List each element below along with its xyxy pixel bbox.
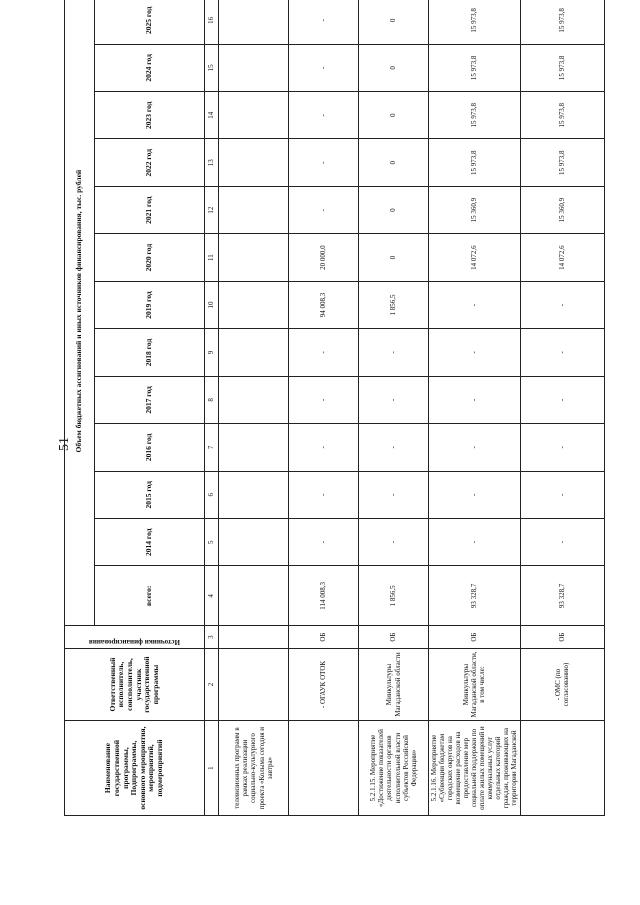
column-number: 16 bbox=[205, 0, 219, 44]
column-number: 8 bbox=[205, 376, 219, 423]
column-number: 14 bbox=[205, 92, 219, 139]
row-value: 94 008,3 bbox=[289, 281, 359, 328]
row-value: 14 072,6 bbox=[520, 234, 604, 281]
row-value: 15 973,8 bbox=[429, 92, 521, 139]
header-year: 2019 год bbox=[95, 281, 205, 328]
header-year: 2022 год bbox=[95, 139, 205, 186]
row-value: - bbox=[289, 519, 359, 566]
column-number: 7 bbox=[205, 424, 219, 471]
header-year: 2018 год bbox=[95, 329, 205, 376]
row-executor: - ОГАУК ОТОК bbox=[289, 648, 359, 720]
header-executor: Ответственный исполнитель, соисполнитель, участник государственной программы bbox=[65, 648, 205, 720]
header-year: 2024 год bbox=[95, 44, 205, 91]
row-value: 0 bbox=[359, 234, 429, 281]
row-value: 15 360,9 bbox=[429, 186, 521, 233]
financing-table bbox=[64, 0, 605, 816]
table-row bbox=[429, 0, 521, 816]
column-number: 3 bbox=[205, 626, 219, 649]
row-value: - bbox=[289, 471, 359, 518]
row-value: - bbox=[429, 519, 521, 566]
row-value bbox=[219, 139, 289, 186]
row-value: 93 328,7 bbox=[520, 566, 604, 626]
column-number: 5 bbox=[205, 519, 219, 566]
row-value bbox=[219, 92, 289, 139]
row-name: 5.2.1.16. Мероприятие «Субвенции бюджетам городских округов на возмещение расходов на предоставление мер социальной поддержки по оплате жилых помещений и коммунальных услуг отдельных категорий граждан, проживающих на территории Магаданской bbox=[429, 721, 521, 816]
row-value bbox=[219, 376, 289, 423]
header-year: всего: bbox=[95, 566, 205, 626]
header-year: 2023 год bbox=[95, 92, 205, 139]
header-name: Наименование государственной программы, Подпрограммы, основного мероприятия, мероприятий, подмероприятий bbox=[65, 721, 205, 816]
header-year: 2016 год bbox=[95, 424, 205, 471]
row-value: 15 973,8 bbox=[429, 44, 521, 91]
row-value bbox=[219, 519, 289, 566]
row-value: 0 bbox=[359, 44, 429, 91]
row-value bbox=[219, 424, 289, 471]
row-value: 15 360,9 bbox=[520, 186, 604, 233]
row-value bbox=[219, 234, 289, 281]
row-value: 15 973,8 bbox=[520, 0, 604, 44]
row-value: 0 bbox=[359, 0, 429, 44]
row-value bbox=[219, 44, 289, 91]
column-number: 11 bbox=[205, 234, 219, 281]
row-source: ОБ bbox=[520, 626, 604, 649]
row-source: ОБ bbox=[429, 626, 521, 649]
row-value: 15 973,8 bbox=[520, 44, 604, 91]
row-value: 114 008,3 bbox=[289, 566, 359, 626]
row-value: 1 856,5 bbox=[359, 281, 429, 328]
header-year: 2020 год bbox=[95, 234, 205, 281]
row-value: - bbox=[359, 329, 429, 376]
column-number: 1 bbox=[205, 721, 219, 816]
header-year: 2025 год bbox=[95, 0, 205, 44]
row-value: - bbox=[359, 424, 429, 471]
row-name: 5.2.1.15. Мероприятие «Достижение показателей деятельности органов исполнительной власти субъектов Российской Федерации» bbox=[359, 721, 429, 816]
header-year: 2015 год bbox=[95, 471, 205, 518]
header-group: Объем бюджетных ассигнований и иных источников финансирования, тыс. рублей bbox=[65, 0, 95, 626]
row-name bbox=[289, 721, 359, 816]
row-value: - bbox=[520, 376, 604, 423]
row-value: - bbox=[289, 0, 359, 44]
row-value: 20 000,0 bbox=[289, 234, 359, 281]
row-value: - bbox=[429, 281, 521, 328]
row-value: 15 973,8 bbox=[520, 139, 604, 186]
row-value: 0 bbox=[359, 139, 429, 186]
column-number: 2 bbox=[205, 648, 219, 720]
row-value: - bbox=[289, 376, 359, 423]
row-source bbox=[219, 626, 289, 649]
row-value bbox=[219, 186, 289, 233]
row-source: ОБ bbox=[289, 626, 359, 649]
row-value bbox=[219, 0, 289, 44]
column-number: 9 bbox=[205, 329, 219, 376]
header-year: 2021 год bbox=[95, 186, 205, 233]
row-value: - bbox=[520, 424, 604, 471]
row-value: 1 856,5 bbox=[359, 566, 429, 626]
row-value: 15 973,8 bbox=[429, 139, 521, 186]
table-row bbox=[289, 0, 359, 816]
row-value: 93 328,7 bbox=[429, 566, 521, 626]
row-name bbox=[520, 721, 604, 816]
row-value: - bbox=[359, 376, 429, 423]
row-executor: Минкультуры Магаданской области bbox=[359, 648, 429, 720]
row-value: - bbox=[429, 424, 521, 471]
rotated-table-wrapper bbox=[64, 0, 592, 816]
column-number: 4 bbox=[205, 566, 219, 626]
row-executor: Минкультуры Магаданской области, в том числе: bbox=[429, 648, 521, 720]
row-value: - bbox=[429, 471, 521, 518]
row-value bbox=[219, 471, 289, 518]
row-value: - bbox=[520, 281, 604, 328]
header-source: Источники финансирования bbox=[89, 637, 180, 646]
column-number: 15 bbox=[205, 44, 219, 91]
column-number: 6 bbox=[205, 471, 219, 518]
column-number: 10 bbox=[205, 281, 219, 328]
row-value: - bbox=[520, 471, 604, 518]
row-value bbox=[219, 281, 289, 328]
row-value: - bbox=[289, 186, 359, 233]
row-value: 15 973,8 bbox=[520, 92, 604, 139]
row-value: - bbox=[289, 44, 359, 91]
table-row bbox=[520, 0, 604, 816]
row-value: - bbox=[289, 329, 359, 376]
row-value: 15 973,8 bbox=[429, 0, 521, 44]
row-value: 14 072,6 bbox=[429, 234, 521, 281]
row-value: - bbox=[429, 329, 521, 376]
row-value: - bbox=[289, 139, 359, 186]
row-value: 0 bbox=[359, 92, 429, 139]
column-number: 13 bbox=[205, 139, 219, 186]
row-value: - bbox=[429, 376, 521, 423]
row-value: - bbox=[289, 424, 359, 471]
table-row bbox=[359, 0, 429, 816]
row-executor bbox=[219, 648, 289, 720]
row-value: - bbox=[359, 519, 429, 566]
row-value: 0 bbox=[359, 186, 429, 233]
table-row bbox=[219, 0, 289, 816]
row-value bbox=[219, 566, 289, 626]
row-value: - bbox=[289, 92, 359, 139]
row-value: - bbox=[359, 471, 429, 518]
row-value bbox=[219, 329, 289, 376]
header-source-cell bbox=[65, 626, 205, 649]
header-year: 2014 год bbox=[95, 519, 205, 566]
row-value: - bbox=[520, 519, 604, 566]
column-number: 12 bbox=[205, 186, 219, 233]
row-executor: - ОМС (по согласованию) bbox=[520, 648, 604, 720]
header-year: 2017 год bbox=[95, 376, 205, 423]
row-value: - bbox=[520, 329, 604, 376]
row-source: ОБ bbox=[359, 626, 429, 649]
page-number: 51 bbox=[57, 437, 72, 451]
row-name: телевизионных программ в рамках реализации социально-культурного проекта «Колыма сегодня и завтра» bbox=[219, 721, 289, 816]
